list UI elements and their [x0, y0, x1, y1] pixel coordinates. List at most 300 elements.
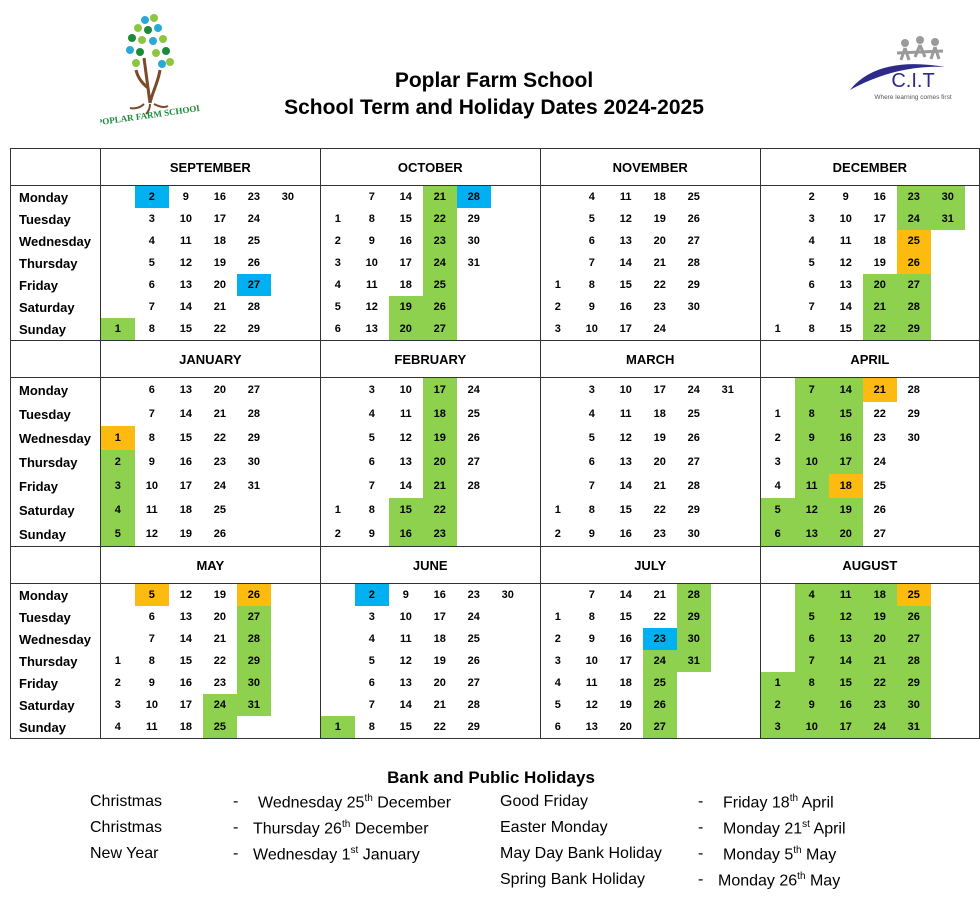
- empty-date-cell: [711, 650, 745, 672]
- date-cell: 4: [101, 498, 135, 522]
- month-grid: [321, 378, 540, 546]
- empty-date-cell: [491, 296, 525, 318]
- day-label: Friday: [19, 675, 59, 691]
- date-cell: 30: [897, 694, 931, 716]
- date-cell: 14: [399, 699, 412, 711]
- date-cell: 13: [619, 235, 632, 247]
- month-grid: [541, 378, 760, 546]
- holiday-separator: -: [233, 793, 239, 810]
- date-cell: 2: [135, 186, 169, 208]
- date-cell: 26: [897, 252, 931, 274]
- date-cell: 4: [774, 480, 781, 492]
- empty-date-cell: [931, 650, 965, 672]
- date-cell: 2: [334, 528, 341, 540]
- empty-date-cell: [931, 606, 965, 628]
- empty-date-cell: [271, 274, 305, 296]
- date-cell: 29: [237, 650, 271, 672]
- date-cell: 12: [179, 589, 192, 601]
- date-cell: 10: [179, 213, 192, 225]
- date-cell: 22: [433, 721, 446, 733]
- date-cell: 14: [839, 301, 852, 313]
- empty-date-cell: [271, 694, 305, 716]
- empty-date-cell: [541, 402, 575, 426]
- date-cell: 8: [808, 323, 815, 335]
- date-cell: 7: [795, 650, 829, 672]
- month-header: FEBRUARY: [394, 351, 467, 367]
- empty-date-cell: [101, 186, 135, 208]
- date-cell: 23: [863, 694, 897, 716]
- date-cell: 28: [677, 584, 711, 606]
- date-cell: 16: [873, 191, 886, 203]
- date-cell: 14: [619, 480, 632, 492]
- holiday-separator: -: [698, 819, 704, 836]
- date-cell: 12: [585, 699, 598, 711]
- date-cell: 23: [643, 628, 677, 650]
- date-cell: 16: [619, 633, 632, 645]
- date-cell: 26: [237, 584, 271, 606]
- date-cell: 18: [423, 402, 457, 426]
- date-cell: 23: [423, 522, 457, 546]
- date-cell: 26: [873, 504, 886, 516]
- date-cell: 22: [863, 672, 897, 694]
- empty-date-cell: [541, 426, 575, 450]
- date-cell: 12: [399, 432, 412, 444]
- date-cell: 4: [554, 677, 561, 689]
- date-cell: 26: [247, 257, 260, 269]
- empty-date-cell: [711, 716, 745, 738]
- date-cell: 31: [721, 384, 734, 396]
- empty-date-cell: [321, 402, 355, 426]
- month-grid: [761, 584, 979, 738]
- date-cell: 1: [761, 672, 795, 694]
- date-cell: 18: [873, 235, 886, 247]
- date-cell: 5: [554, 699, 561, 711]
- date-cell: 30: [237, 672, 271, 694]
- date-cell: 13: [399, 456, 412, 468]
- date-cell: 20: [653, 235, 666, 247]
- empty-date-cell: [541, 378, 575, 402]
- date-cell: 17: [829, 716, 863, 738]
- empty-date-cell: [237, 498, 271, 522]
- date-cell: 26: [467, 432, 480, 444]
- date-cell: 28: [687, 257, 700, 269]
- empty-date-cell: [101, 208, 135, 230]
- date-cell: 6: [554, 721, 561, 733]
- date-cell: 9: [368, 235, 375, 247]
- date-cell: 10: [795, 716, 829, 738]
- date-cell: 4: [334, 279, 341, 291]
- date-cell: 8: [588, 504, 595, 516]
- date-cell: 6: [148, 611, 155, 623]
- date-cell: 31: [467, 257, 480, 269]
- date-cell: 18: [653, 408, 666, 420]
- date-cell: 30: [687, 528, 700, 540]
- empty-date-cell: [271, 474, 305, 498]
- date-cell: 21: [213, 633, 226, 645]
- date-cell: 3: [334, 257, 341, 269]
- holiday-name: Good Friday: [500, 793, 589, 810]
- date-cell: 27: [687, 235, 700, 247]
- date-cell: 4: [588, 191, 595, 203]
- empty-date-cell: [271, 716, 305, 738]
- date-cell: 13: [619, 456, 632, 468]
- date-cell: 1: [554, 611, 561, 623]
- date-cell: 14: [829, 650, 863, 672]
- month-grid: [761, 378, 979, 546]
- empty-date-cell: [761, 186, 795, 208]
- date-cell: 13: [795, 522, 829, 546]
- empty-date-cell: [931, 402, 965, 426]
- corner-cell: [11, 341, 101, 378]
- date-cell: 21: [863, 650, 897, 672]
- date-cell: 26: [643, 694, 677, 716]
- date-cell: 21: [213, 408, 226, 420]
- date-cell: 15: [179, 323, 192, 335]
- date-cell: 17: [179, 480, 192, 492]
- date-cell: 7: [795, 378, 829, 402]
- empty-date-cell: [541, 584, 575, 606]
- date-cell: 22: [423, 498, 457, 522]
- day-label: Thursday: [19, 255, 78, 271]
- empty-date-cell: [271, 606, 305, 628]
- date-cell: 17: [829, 450, 863, 474]
- date-cell: 25: [873, 480, 886, 492]
- holiday-separator: -: [233, 819, 239, 836]
- date-cell: 24: [897, 208, 931, 230]
- day-label: Tuesday: [19, 406, 71, 422]
- empty-date-cell: [897, 522, 931, 546]
- month-grid: [101, 186, 320, 340]
- month-header: JULY: [634, 557, 667, 573]
- date-cell: 8: [368, 213, 375, 225]
- date-cell: 19: [653, 432, 666, 444]
- date-cell: 9: [402, 589, 409, 601]
- empty-date-cell: [677, 672, 711, 694]
- date-cell: 21: [423, 186, 457, 208]
- date-cell: 17: [213, 213, 226, 225]
- date-cell: 27: [897, 274, 931, 296]
- empty-date-cell: [491, 628, 525, 650]
- date-cell: 15: [399, 213, 412, 225]
- date-cell: 16: [829, 694, 863, 716]
- date-cell: 11: [585, 677, 598, 689]
- date-cell: 21: [423, 474, 457, 498]
- date-cell: 6: [808, 279, 815, 291]
- month-grid: [541, 186, 760, 340]
- empty-date-cell: [491, 402, 525, 426]
- empty-date-cell: [101, 296, 135, 318]
- date-cell: 10: [619, 384, 632, 396]
- date-cell: 5: [368, 655, 375, 667]
- date-cell: 21: [863, 296, 897, 318]
- svg-text:C.I.T: C.I.T: [891, 70, 935, 92]
- date-cell: 25: [897, 230, 931, 252]
- date-cell: 29: [247, 432, 260, 444]
- date-cell: 4: [368, 408, 375, 420]
- holiday-name: New Year: [90, 845, 159, 862]
- date-cell: 12: [829, 606, 863, 628]
- empty-date-cell: [931, 716, 965, 738]
- day-label: Sunday: [19, 321, 66, 337]
- empty-date-cell: [271, 498, 305, 522]
- empty-date-cell: [457, 318, 491, 340]
- date-cell: 2: [355, 584, 389, 606]
- day-label: Sunday: [19, 719, 66, 735]
- date-cell: 26: [467, 655, 480, 667]
- date-cell: 30: [677, 628, 711, 650]
- date-cell: 8: [148, 323, 155, 335]
- holiday-name: Spring Bank Holiday: [500, 871, 645, 888]
- date-cell: 5: [368, 432, 375, 444]
- empty-date-cell: [711, 628, 745, 650]
- empty-date-cell: [237, 522, 271, 546]
- date-cell: 14: [179, 301, 192, 313]
- day-label: Wednesday: [19, 631, 92, 647]
- date-cell: 9: [795, 426, 829, 450]
- empty-date-cell: [491, 498, 525, 522]
- date-cell: 21: [433, 699, 446, 711]
- date-cell: 11: [829, 584, 863, 606]
- date-cell: 5: [795, 606, 829, 628]
- date-cell: 9: [148, 456, 155, 468]
- date-cell: 2: [114, 677, 121, 689]
- date-cell: 5: [101, 522, 135, 546]
- month-grid: [101, 584, 320, 738]
- date-cell: 19: [653, 213, 666, 225]
- empty-date-cell: [101, 378, 135, 402]
- date-cell: 6: [761, 522, 795, 546]
- empty-date-cell: [931, 318, 965, 340]
- empty-date-cell: [457, 274, 491, 296]
- date-cell: 6: [588, 456, 595, 468]
- month-header: DECEMBER: [832, 159, 908, 175]
- empty-date-cell: [101, 230, 135, 252]
- date-cell: 7: [368, 480, 375, 492]
- date-cell: 27: [247, 384, 260, 396]
- empty-date-cell: [237, 716, 271, 738]
- date-cell: 17: [423, 378, 457, 402]
- empty-date-cell: [101, 274, 135, 296]
- date-cell: 30: [687, 301, 700, 313]
- empty-date-cell: [711, 426, 745, 450]
- date-cell: 11: [619, 191, 632, 203]
- empty-date-cell: [321, 450, 355, 474]
- empty-date-cell: [271, 318, 305, 340]
- date-cell: 17: [873, 213, 886, 225]
- date-cell: 27: [897, 628, 931, 650]
- date-cell: 20: [433, 677, 446, 689]
- date-cell: 15: [619, 279, 632, 291]
- date-cell: 11: [146, 504, 158, 516]
- date-cell: 28: [247, 301, 260, 313]
- empty-date-cell: [101, 402, 135, 426]
- date-cell: 10: [585, 655, 598, 667]
- svg-text:POPLAR FARM SCHOOL: POPLAR FARM SCHOOL: [100, 102, 200, 128]
- date-cell: 18: [433, 633, 446, 645]
- date-cell: 15: [619, 504, 632, 516]
- day-label: Saturday: [19, 697, 75, 713]
- date-cell: 31: [897, 716, 931, 738]
- empty-date-cell: [711, 402, 745, 426]
- month-header: NOVEMBER: [612, 159, 688, 175]
- day-label: Saturday: [19, 502, 75, 518]
- date-cell: 19: [863, 606, 897, 628]
- empty-date-cell: [321, 694, 355, 716]
- date-cell: 23: [653, 528, 666, 540]
- date-cell: 4: [368, 633, 375, 645]
- date-cell: 22: [213, 655, 226, 667]
- empty-date-cell: [321, 584, 355, 606]
- date-cell: 6: [148, 384, 155, 396]
- holiday-separator: -: [698, 793, 704, 810]
- date-cell: 5: [135, 584, 169, 606]
- date-cell: 5: [588, 213, 595, 225]
- date-cell: 11: [619, 408, 632, 420]
- empty-date-cell: [541, 230, 575, 252]
- holiday-name: May Day Bank Holiday: [500, 845, 662, 862]
- date-cell: 2: [761, 694, 795, 716]
- date-cell: 7: [148, 408, 155, 420]
- date-cell: 30: [247, 456, 260, 468]
- empty-date-cell: [491, 606, 525, 628]
- date-cell: 26: [687, 213, 700, 225]
- date-cell: 23: [653, 301, 666, 313]
- date-cell: 20: [213, 611, 226, 623]
- date-cell: 25: [247, 235, 260, 247]
- empty-date-cell: [761, 650, 795, 672]
- date-cell: 17: [433, 611, 446, 623]
- holiday-name: Christmas: [90, 819, 163, 836]
- empty-date-cell: [101, 628, 135, 650]
- empty-date-cell: [457, 522, 491, 546]
- date-cell: 23: [247, 191, 260, 203]
- empty-date-cell: [711, 522, 745, 546]
- date-cell: 6: [588, 235, 595, 247]
- day-label: Sunday: [19, 526, 66, 542]
- empty-date-cell: [711, 474, 745, 498]
- date-cell: 20: [619, 721, 632, 733]
- date-cell: 15: [399, 721, 412, 733]
- holiday-date: Friday 18th April: [723, 793, 834, 812]
- date-cell: 9: [182, 191, 189, 203]
- date-cell: 18: [863, 584, 897, 606]
- date-cell: 30: [907, 432, 920, 444]
- date-cell: 8: [588, 611, 595, 623]
- date-cell: 12: [795, 498, 829, 522]
- date-cell: 6: [368, 677, 375, 689]
- date-cell: 2: [554, 528, 561, 540]
- empty-date-cell: [491, 186, 525, 208]
- holiday-date: Monday 26th May: [718, 871, 841, 890]
- date-cell: 29: [897, 672, 931, 694]
- empty-date-cell: [711, 274, 745, 296]
- holiday-date: Monday 5th May: [723, 845, 837, 864]
- date-cell: 13: [839, 279, 852, 291]
- month-header: OCTOBER: [397, 159, 463, 175]
- date-cell: 10: [145, 699, 158, 711]
- date-cell: 16: [619, 528, 632, 540]
- date-cell: 12: [399, 655, 412, 667]
- date-cell: 19: [389, 296, 423, 318]
- empty-date-cell: [761, 252, 795, 274]
- empty-date-cell: [491, 716, 525, 738]
- date-cell: 13: [179, 279, 192, 291]
- date-cell: 24: [687, 384, 700, 396]
- date-cell: 11: [146, 721, 158, 733]
- date-cell: 18: [619, 677, 632, 689]
- date-cell: 10: [399, 384, 412, 396]
- empty-date-cell: [711, 186, 745, 208]
- empty-date-cell: [711, 318, 745, 340]
- date-cell: 25: [897, 584, 931, 606]
- date-cell: 25: [213, 504, 226, 516]
- date-cell: 24: [247, 213, 260, 225]
- date-cell: 28: [247, 408, 260, 420]
- empty-date-cell: [761, 378, 795, 402]
- date-cell: 20: [423, 450, 457, 474]
- date-cell: 26: [897, 606, 931, 628]
- term-calendar: [10, 148, 980, 739]
- date-cell: 29: [467, 213, 480, 225]
- empty-date-cell: [931, 450, 965, 474]
- empty-date-cell: [491, 450, 525, 474]
- date-cell: 4: [114, 721, 121, 733]
- corner-cell: [11, 149, 101, 186]
- date-cell: 21: [863, 378, 897, 402]
- day-label: Monday: [19, 189, 69, 205]
- date-cell: 6: [795, 628, 829, 650]
- date-cell: 11: [365, 279, 378, 291]
- empty-date-cell: [711, 296, 745, 318]
- date-cell: 24: [873, 456, 886, 468]
- empty-date-cell: [897, 474, 931, 498]
- date-cell: 7: [588, 589, 595, 601]
- date-cell: 17: [619, 655, 632, 667]
- holiday-separator: -: [698, 845, 704, 862]
- date-cell: 19: [423, 426, 457, 450]
- date-cell: 16: [829, 426, 863, 450]
- date-cell: 16: [619, 301, 632, 313]
- date-cell: 22: [423, 208, 457, 230]
- empty-date-cell: [931, 584, 965, 606]
- date-cell: 27: [643, 716, 677, 738]
- date-cell: 18: [399, 279, 412, 291]
- date-cell: 14: [179, 408, 192, 420]
- empty-date-cell: [761, 606, 795, 628]
- date-cell: 17: [619, 323, 632, 335]
- date-cell: 30: [281, 191, 294, 203]
- date-cell: 5: [761, 498, 795, 522]
- date-cell: 8: [795, 402, 829, 426]
- empty-date-cell: [711, 606, 745, 628]
- date-cell: 24: [467, 384, 480, 396]
- day-label: Monday: [19, 587, 69, 603]
- date-cell: 13: [829, 628, 863, 650]
- date-cell: 22: [653, 611, 666, 623]
- day-label: Monday: [19, 382, 69, 398]
- empty-date-cell: [491, 694, 525, 716]
- empty-date-cell: [491, 318, 525, 340]
- date-cell: 9: [148, 677, 155, 689]
- date-cell: 4: [795, 584, 829, 606]
- empty-date-cell: [271, 252, 305, 274]
- holiday-date: Wednesday 1st January: [253, 845, 420, 864]
- date-cell: 19: [213, 257, 226, 269]
- month-grid: [321, 186, 540, 340]
- date-cell: 1: [554, 504, 561, 516]
- date-cell: 5: [148, 257, 155, 269]
- date-cell: 8: [148, 432, 155, 444]
